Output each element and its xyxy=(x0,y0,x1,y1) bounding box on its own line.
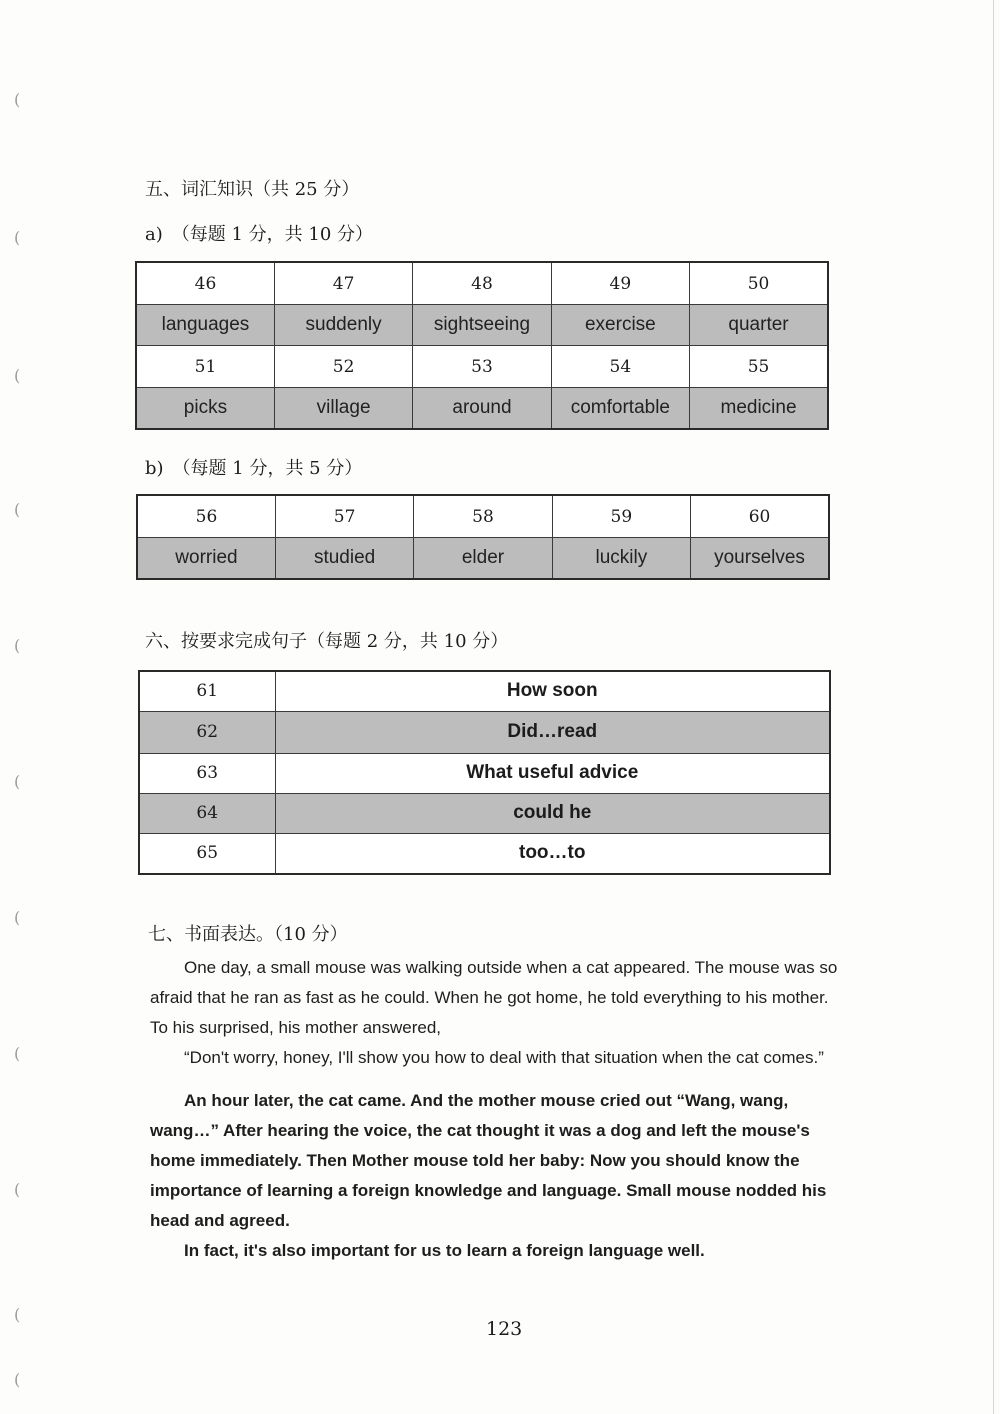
answer-word: suddenly xyxy=(274,305,412,346)
section7-title: 七、书面表达。（10 分） xyxy=(148,924,348,945)
table-row xyxy=(137,538,829,580)
table-row xyxy=(136,262,828,305)
answer-word: languages xyxy=(136,305,274,346)
margin-binding-mark: ( xyxy=(14,366,21,385)
essay-paragraph: In fact, it's also important for us to learn a foreign language well. xyxy=(184,1241,705,1260)
question-number: 52 xyxy=(274,346,412,388)
margin-binding-mark: ( xyxy=(14,500,21,519)
question-number: 56 xyxy=(137,495,275,538)
section6-table xyxy=(138,670,831,875)
section5-part-a-table xyxy=(135,261,829,430)
margin-binding-mark: ( xyxy=(14,1044,21,1063)
question-number: 46 xyxy=(136,262,274,305)
question-number: 63 xyxy=(139,753,275,793)
answer-word: sightseeing xyxy=(413,305,551,346)
question-number: 47 xyxy=(274,262,412,305)
question-number: 58 xyxy=(414,495,552,538)
question-number: 64 xyxy=(139,793,275,833)
answer-word: around xyxy=(413,388,551,430)
section6-title: 六、按要求完成句子（每题 2 分，共 10 分） xyxy=(145,631,509,652)
section5-part-a-label: a) （每题 1 分，共 10 分） xyxy=(145,224,373,245)
answer-phrase: How soon xyxy=(275,671,830,711)
answer-phrase: too…to xyxy=(275,833,830,874)
essay-intro xyxy=(150,953,850,1073)
margin-binding-mark: ( xyxy=(14,1180,21,1199)
answer-word: luckily xyxy=(552,538,690,580)
margin-binding-mark: ( xyxy=(14,1305,21,1324)
answer-word: studied xyxy=(275,538,413,580)
question-number: 60 xyxy=(691,495,829,538)
answer-phrase: could he xyxy=(275,793,830,833)
margin-binding-mark: ( xyxy=(14,228,21,247)
margin-binding-mark: ( xyxy=(14,1370,21,1389)
table-row xyxy=(139,793,830,833)
answer-word: medicine xyxy=(690,388,828,430)
page-number: 123 xyxy=(486,1318,523,1340)
answer-word: exercise xyxy=(551,305,689,346)
answer-phrase: What useful advice xyxy=(275,753,830,793)
essay-answer xyxy=(150,1086,850,1266)
section5-part-b-label: b) （每题 1 分，共 5 分） xyxy=(145,458,363,479)
essay-paragraph: An hour later, the cat came. And the mother mouse cried out “Wang, wang, wang…” After hearing the voice, the cat thought it was a dog and left the mouse's home immediately. Then Mother mouse told her baby: Now you should know the importance of learning a foreign knowledge and language. Small mouse nodded his head and agreed. xyxy=(150,1091,827,1230)
question-number: 65 xyxy=(139,833,275,874)
margin-binding-mark: ( xyxy=(14,636,21,655)
margin-binding-mark: ( xyxy=(14,90,21,109)
essay-paragraph: “Don't worry, honey, I'll show you how to deal with that situation when the cat comes.” xyxy=(184,1048,824,1067)
answer-phrase: Did…read xyxy=(275,711,830,753)
question-number: 54 xyxy=(551,346,689,388)
question-number: 55 xyxy=(690,346,828,388)
question-number: 62 xyxy=(139,711,275,753)
table-row xyxy=(136,305,828,346)
table-row xyxy=(136,346,828,388)
table-row xyxy=(139,833,830,874)
question-number: 51 xyxy=(136,346,274,388)
table-row xyxy=(139,753,830,793)
answer-word: yourselves xyxy=(691,538,829,580)
question-number: 50 xyxy=(690,262,828,305)
answer-word: quarter xyxy=(690,305,828,346)
question-number: 57 xyxy=(275,495,413,538)
answer-word: picks xyxy=(136,388,274,430)
answer-word: worried xyxy=(137,538,275,580)
margin-binding-mark: ( xyxy=(14,908,21,927)
question-number: 49 xyxy=(551,262,689,305)
answer-word: comfortable xyxy=(551,388,689,430)
answer-word: village xyxy=(274,388,412,430)
section5-title: 五、词汇知识（共 25 分） xyxy=(145,179,360,200)
question-number: 53 xyxy=(413,346,551,388)
question-number: 61 xyxy=(139,671,275,711)
answer-word: elder xyxy=(414,538,552,580)
margin-binding-mark: ( xyxy=(14,772,21,791)
question-number: 48 xyxy=(413,262,551,305)
essay-paragraph: One day, a small mouse was walking outside when a cat appeared. The mouse was so afraid that he ran as fast as he could. When he got home, he told everything to his mother. To his surprised, his mother answered, xyxy=(150,958,838,1037)
table-row xyxy=(137,495,829,538)
question-number: 59 xyxy=(552,495,690,538)
table-row xyxy=(139,671,830,711)
table-row xyxy=(136,388,828,430)
table-row xyxy=(139,711,830,753)
section5-part-b-table xyxy=(136,494,830,580)
page-edge-line xyxy=(993,0,994,1414)
